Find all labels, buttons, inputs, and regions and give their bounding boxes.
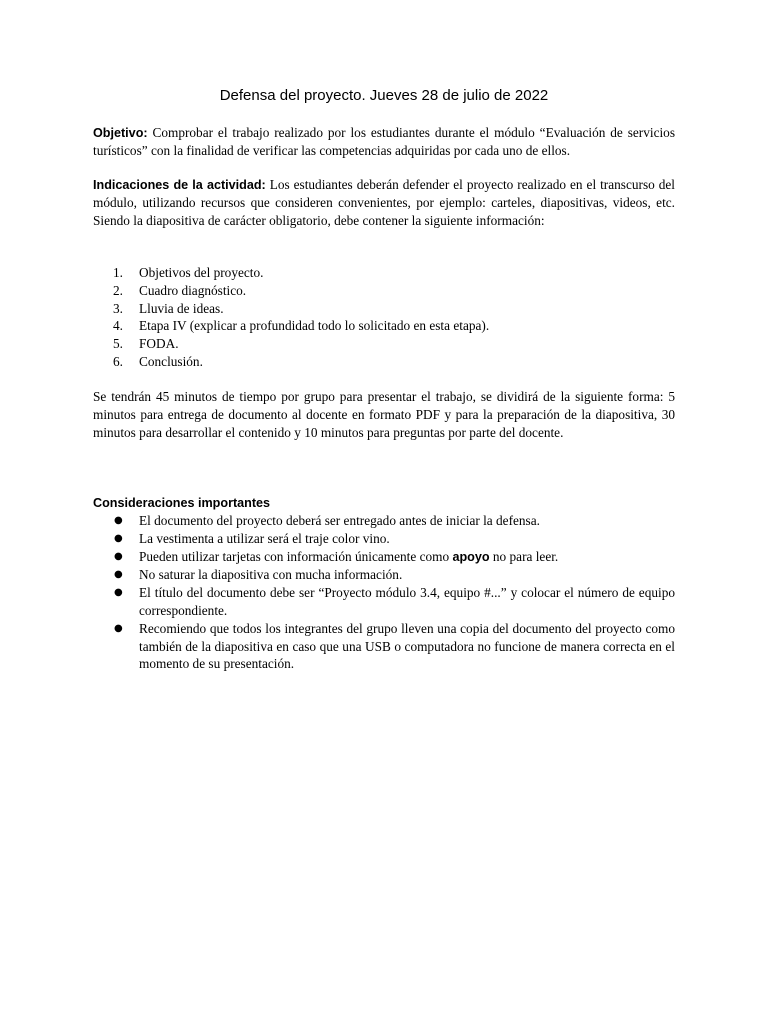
instructions-paragraph [93,176,675,230]
list-item-number: 6. [113,353,123,369]
list-item-text: Lluvia de ideas. [139,300,224,316]
list-item-text-end: no para leer. [489,548,559,564]
list-item-number: 4. [113,318,123,334]
bullet-icon: ● [114,587,123,599]
document-title: Defensa del proyecto. Jueves 28 de julio de 2022 [219,87,549,104]
instructions-label: Indicaciones de la actividad: [93,178,266,192]
list-item-number: 1. [113,265,123,280]
list-item [93,620,675,673]
considerations-heading: Consideraciones importantes [93,496,271,510]
timing-paragraph: Se tendrán 45 minutos de tiempo por grupo para presentar el trabajo, se dividirá de la siguiente forma: 5 minutos para entrega de documento al docente en formato PDF y para la preparación de la diapositiva, 30 minutos para desarrollar el contenido y 10 minutos para preguntas por parte del docente. [93,389,675,440]
considerations-list [93,512,675,673]
list-item-text: Etapa IV (explicar a profundidad todo lo solicitado en esta etapa). [139,318,490,334]
list-item-text: Pueden utilizar tarjetas con información únicamente como [139,548,453,564]
list-item-text: Cuadro diagnóstico. [139,282,247,298]
list-item-text: Objetivos del proyecto. [139,265,264,280]
bullet-icon: ● [114,532,123,544]
objective-paragraph [93,124,675,160]
list-item [93,300,675,318]
emphasis-text: apoyo [452,549,490,564]
list-item [93,264,675,282]
list-item-number: 2. [113,282,123,298]
list-item [93,282,675,300]
list-item-text: El documento del proyecto deberá ser entregado antes de iniciar la defensa. [139,513,540,528]
list-item [93,566,675,584]
bullet-icon: ● [114,569,123,581]
list-item [93,317,675,335]
list-item-number: 5. [113,336,123,352]
bullet-icon: ● [114,622,123,634]
required-content-list [93,264,675,371]
list-item [93,584,675,620]
list-item-text: El título del documento debe ser “Proyecto módulo 3.4, equipo #...” y colocar el número de equipo correspondiente. [139,585,675,618]
list-item [93,530,675,548]
list-item [93,548,675,567]
list-item-text: No saturar la diapositiva con mucha información. [139,567,403,583]
list-item [93,335,675,353]
list-item [93,353,675,371]
list-item-number: 3. [113,300,123,316]
instructions-text: Los estudiantes deberán defender el proyecto realizado en el transcurso del módulo, utilizando recursos que consideren convenientes, por ejemplo: carteles, diapositivas, videos, etc. Siendo la diapositiva de carácter obligatorio, debe contener la siguiente información: [93,177,675,228]
objective-text: Comprobar el trabajo realizado por los estudiantes durante el módulo “Evaluación de servicios turísticos” con la finalidad de verificar las competencias adquiridas por cada uno de ellos. [93,125,675,158]
bullet-icon: ● [114,515,123,526]
list-item-text: La vestimenta a utilizar será el traje color vino. [139,530,390,546]
list-item-text: Recomiendo que todos los integrantes del grupo lleven una copia del documento del proyecto como también de la diapositiva en caso que una USB o computadora no funcione de manera correcta en el momento de su presentación. [139,620,675,672]
list-item-text: FODA. [139,336,179,352]
bullet-icon: ● [114,550,123,562]
list-item [93,512,675,530]
list-item-text: Conclusión. [139,353,203,369]
objective-label: Objetivo: [93,126,148,140]
